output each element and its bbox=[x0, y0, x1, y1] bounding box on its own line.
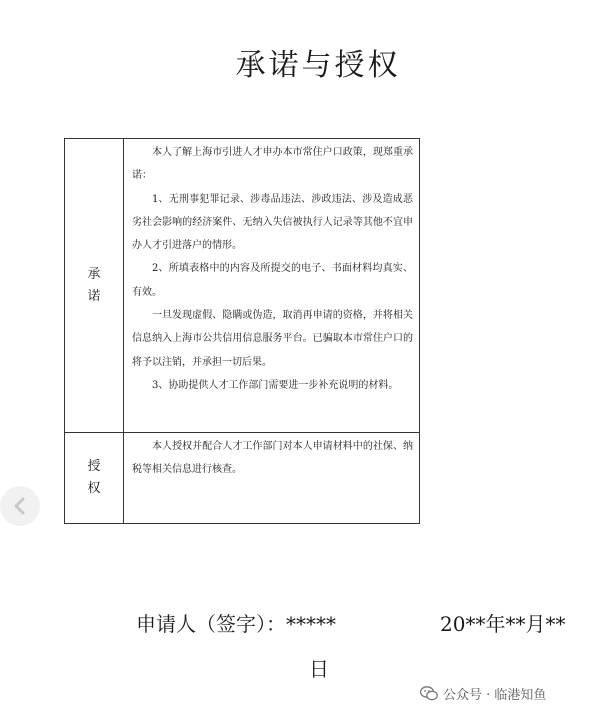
promise-paragraph-intro: 本人了解上海市引进人才申办本市常住户口政策，现郑重承诺： bbox=[132, 147, 413, 182]
authorization-label: 授权 bbox=[87, 459, 101, 496]
watermark-text: 公众号 · 临港知鱼 bbox=[443, 688, 547, 703]
signature-day: 日 bbox=[309, 657, 329, 681]
promise-authorization-table bbox=[64, 138, 420, 524]
promise-paragraph-consequence: 一旦发现虚假、隐瞒或伪造，取消再申请的资格，并将相关信息纳入上海市公共信用信息服务平台。已骗取本市常住户口的将予以注销，并承担一切后果。 bbox=[132, 310, 413, 368]
authorization-paragraph: 本人授权并配合人才工作部门对本人申请材料中的社保、纳税等相关信息进行核查。 bbox=[132, 441, 413, 476]
promise-content-cell bbox=[124, 139, 420, 433]
applicant-signature: 申请人（签字）：***** bbox=[136, 612, 336, 636]
previous-page-button[interactable] bbox=[0, 486, 40, 526]
promise-paragraph-2: 2、所填表格中的内容及所提交的电子、书面材料均真实、有效。 bbox=[132, 263, 413, 298]
promise-label: 承诺 bbox=[87, 266, 101, 304]
chevron-left-icon bbox=[13, 497, 27, 515]
wechat-icon bbox=[420, 686, 438, 701]
promise-paragraph-1: 1、无刑事犯罪记录、涉毒品违法、涉政违法、涉及造成恶劣社会影响的经济案件、无纳入失信被执行人记录等其他不宜申办人才引进落户的情形。 bbox=[132, 193, 413, 252]
promise-label-cell bbox=[65, 139, 124, 433]
document-title: 承诺与授权 bbox=[235, 48, 401, 83]
authorization-content-cell bbox=[124, 433, 420, 524]
promise-paragraph-3: 3、协助提供人才工作部门需要进一步补充说明的材料。 bbox=[152, 379, 399, 391]
authorization-label-cell bbox=[65, 433, 124, 524]
signature-date: 20**年**月** bbox=[440, 612, 566, 636]
promise-row bbox=[65, 139, 420, 433]
wechat-watermark bbox=[420, 684, 546, 703]
authorization-row bbox=[65, 433, 420, 524]
